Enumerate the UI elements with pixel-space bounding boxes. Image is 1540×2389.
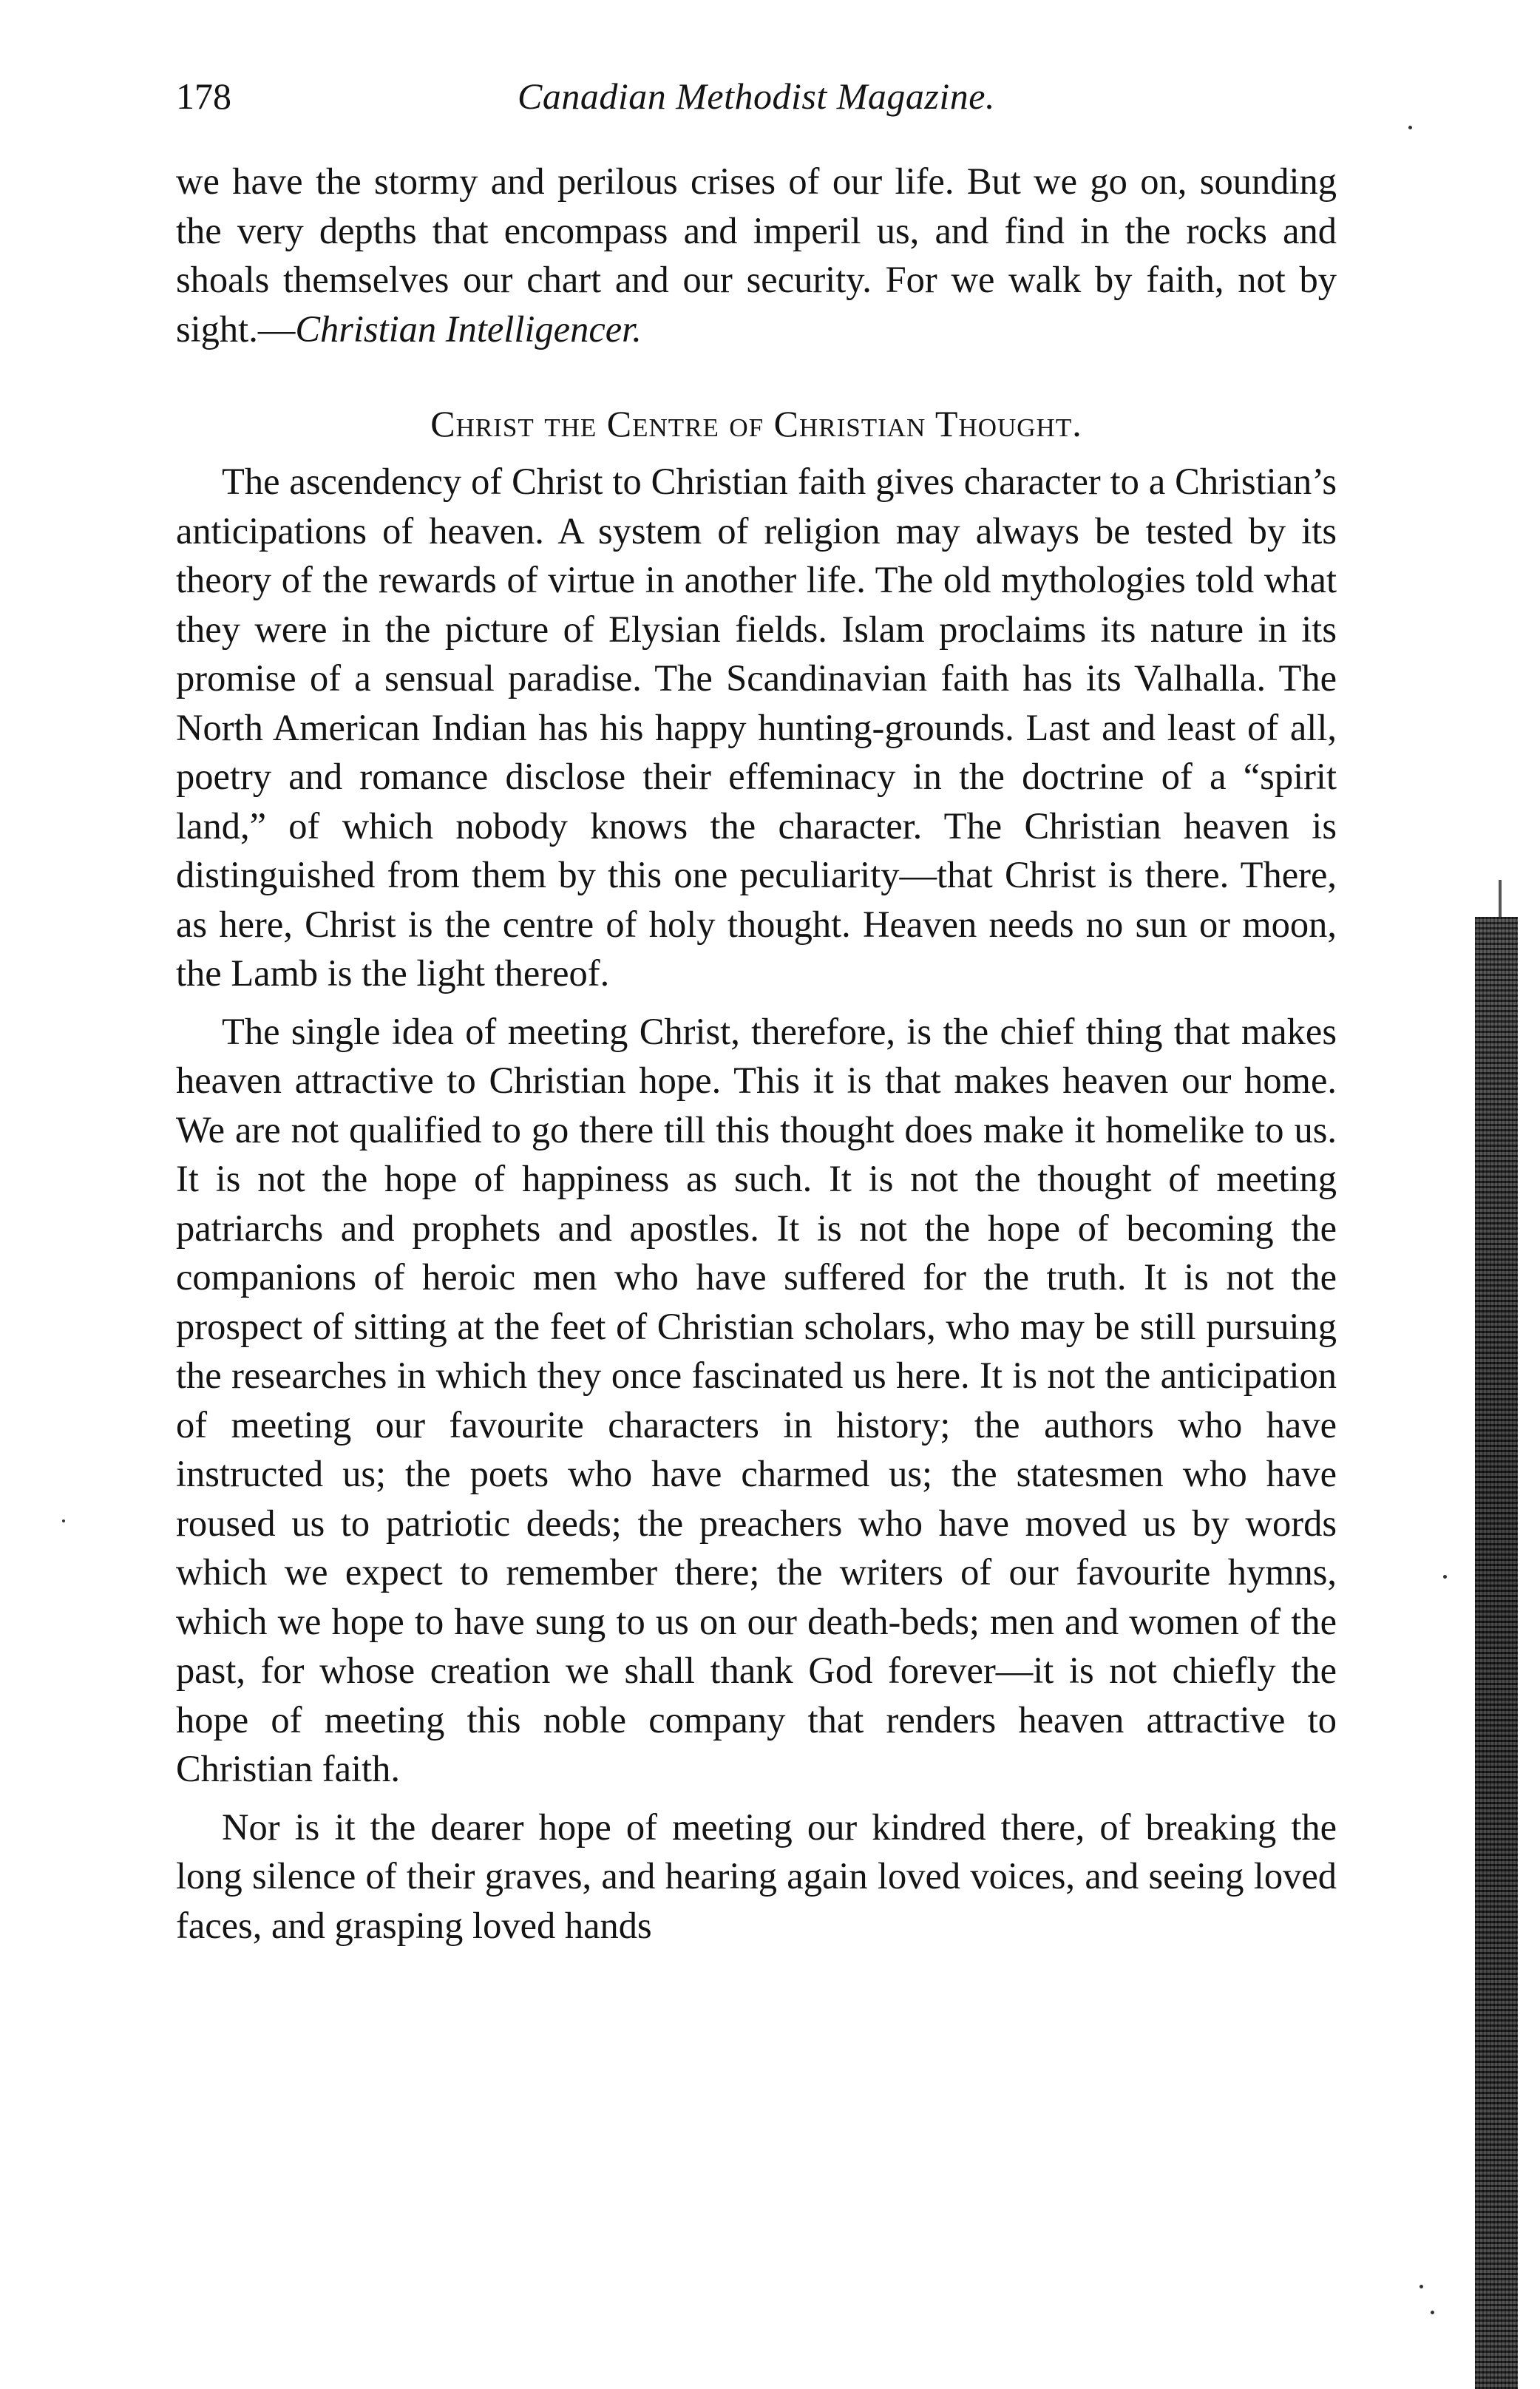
intro-paragraph <box>176 157 1337 353</box>
intro-text: we have the stormy and perilous crises of our life. But we go on, sounding the very depths that encompass and imperil us, and find in the rocks and shoals themselves our chart and our security. For we walk by faith, not by sight.— <box>176 160 1337 350</box>
scan-speck <box>1431 2311 1434 2314</box>
running-title: Canadian Methodist Magazine. <box>518 75 995 117</box>
paragraph-1: The ascendency of Christ to Christian faith gives character to a Christian’s anticipations of heaven. A system of religion may always be tested by its theory of the rewards of virtue in another life. The old mythologies told what they were in the picture of Elysian fields. Islam proclaims its nature in its promise of a sensual paradise. The Scandinavian faith has its Valhalla. The North American Indian has his happy hunting-grounds. Last and least of all, poetry and romance disclose their effeminacy in the doctrine of a “spirit land,” of which nobody knows the character. The Christian heaven is distinguished from them by this one peculiarity—that Christ is there. There, as here, Christ is the centre of holy thought. Heaven needs no sun or moon, the Lamb is the light thereof. <box>176 461 1337 994</box>
section-heading: Christ the Centre of Christian Thought. <box>430 403 1082 444</box>
scan-speck <box>62 1519 65 1522</box>
scan-edge <box>1475 917 1518 2389</box>
page-number: 178 <box>176 75 231 117</box>
scan-speck <box>1408 126 1412 129</box>
paragraph-3: Nor is it the dearer hope of meeting our kindred there, of breaking the long silence of their graves, and hearing again loved voices, and seeing loved faces, and grasping loved hands <box>176 1806 1337 1946</box>
page <box>176 61 1337 1950</box>
article-body <box>176 157 1337 1950</box>
paragraph-2: The single idea of meeting Christ, therefore, is the chief thing that makes heaven attractive to Christian hope. This it is that makes heaven our home. We are not qualified to go there till this thought does make it homelike to us. It is not the hope of happiness as such. It is not the thought of meeting patriarchs and prophets and apostles. It is not the hope of becoming the companions of heroic men who have suffered for the truth. It is not the prospect of sitting at the feet of Christian scholars, who may be still pursuing the researches in which they once fascinated us here. It is not the anticipation of meeting our favourite characters in history; the authors who have instructed us; the poets who have charmed us; the statesmen who have roused us to patriotic deeds; the preachers who have moved us by words which we expect to remember there; the writers of our favourite hymns, which we hope to have sung to us on our death-beds; men and women of the past, for whose creation we shall thank God forever—it is not chiefly the hope of meeting this noble company that renders heaven attractive to Christian faith. <box>176 1010 1337 1789</box>
scan-speck <box>1443 1575 1447 1579</box>
running-head <box>176 61 1337 132</box>
intro-citation: Christian Intelligencer. <box>295 308 642 350</box>
scan-speck <box>1419 2285 1423 2288</box>
